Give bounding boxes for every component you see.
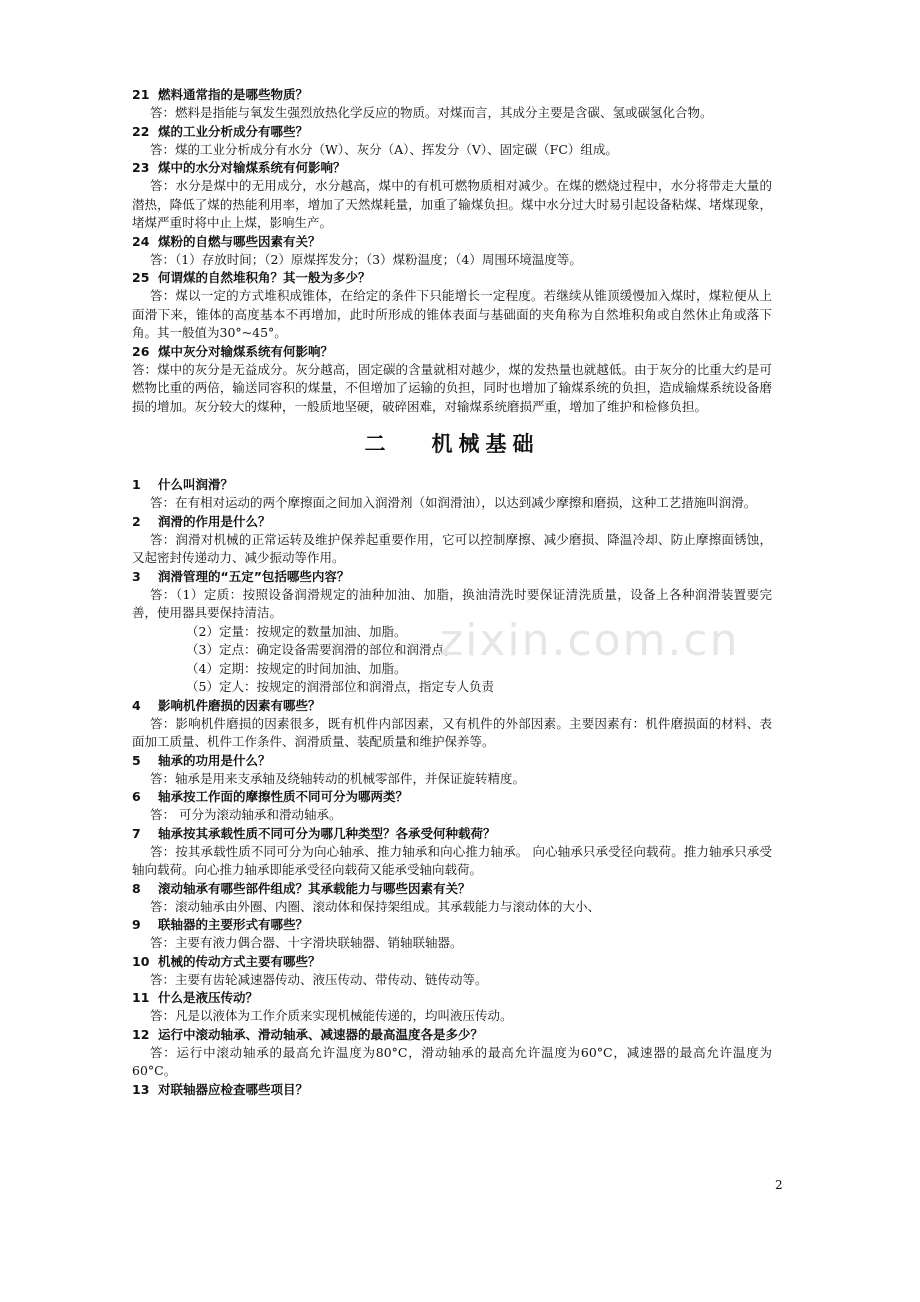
question-text: 润滑管理的“五定”包括哪些内容？ (158, 568, 350, 584)
answer-text: 答：（1）定质：按照设备润滑规定的油种加油、加脂，换油清洗时要保证清洗质量，设备上各种润滑装置要完善，使用器具要保持清洁。 (132, 586, 772, 620)
answer-text: 答：在有相对运动的两个摩擦面之间加入润滑剂（如润滑油），以达到减少摩擦和磨损，这种工艺措施叫润滑。 (150, 495, 757, 510)
question-heading (132, 123, 772, 141)
question-text: 联轴器的主要形式有哪些？ (158, 917, 309, 932)
question-number: 25 (132, 270, 150, 285)
question-number: 9 (132, 917, 141, 932)
answer-text: 答：按其承载性质不同可分为向心轴承、推力轴承和向心推力轴承。 向心轴承只承受径向载荷。推力轴承只承受轴向载荷。向心推力轴承即能承受径向载荷又能承受轴向载荷。 (132, 843, 772, 877)
question-heading (132, 233, 772, 251)
question-number: 4 (132, 697, 141, 713)
question-heading (132, 697, 772, 715)
answer-sub-item: （4）定期：按规定的时间加油、加脂。 (186, 660, 407, 676)
section-heading: 机械基础 (431, 432, 540, 456)
qa-block-fuel (132, 86, 772, 416)
answer-text: 答：滚动轴承由外圈、内圈、滚动体和保持架组成。其承载能力与滚动体的大小、 (150, 898, 601, 914)
question-number: 5 (132, 752, 141, 768)
question-number: 2 (132, 513, 141, 529)
answer-text: 答：主要有齿轮减速器传动、液压传动、带传动、链传动等。 (150, 971, 488, 987)
question-heading (132, 916, 772, 934)
answer-text: 答：（1）存放时间；（2）原煤挥发分；（3）煤粉温度；（4）周围环境温度等。 (150, 251, 582, 267)
question-text: 对联轴器应检查哪些项目？ (158, 1081, 309, 1097)
question-heading (132, 880, 772, 898)
question-number: 22 (132, 123, 150, 139)
question-heading (132, 1026, 772, 1044)
question-number: 24 (132, 233, 150, 249)
question-heading (132, 343, 772, 361)
answer-text: 答：润滑对机械的正常运转及维护保养起重要作用，它可以控制摩擦、减少磨损、降温冷却、防止摩擦面锈蚀，又起密封传递动力、减少振动等作用。 (132, 531, 772, 565)
question-heading (132, 788, 772, 806)
watermark: zixin.com.cn (440, 615, 740, 666)
question-heading (132, 953, 772, 971)
question-heading (132, 1081, 772, 1099)
answer-text: 答：影响机件磨损的因素很多，既有机件内部因素，又有机件的外部因素。主要因素有：机件磨损面的材料、表面加工质量、机件工作条件、润滑质量、装配质量和维护保养等。 (132, 715, 772, 749)
qa-block-mechanical (132, 476, 772, 1099)
question-text: 燃料通常指的是哪些物质？ (158, 87, 309, 102)
answer-text: 答： 可分为滚动轴承和滑动轴承。 (150, 807, 342, 822)
question-text: 什么叫润滑？ (158, 477, 234, 492)
answer-text: 答：轴承是用来支承轴及绕轴转动的机械零部件，并保证旋转精度。 (150, 770, 526, 786)
question-number: 26 (132, 343, 150, 359)
answer-text: 答：运行中滚动轴承的最高允许温度为80°C，滑动轴承的最高允许温度为60°C，减速器的最高允许温度为60°C。 (132, 1044, 772, 1078)
question-number: 12 (132, 1026, 150, 1042)
answer-text: 答：煤中的灰分是无益成分。灰分越高，固定碳的含量就相对越少，煤的发热量也就越低。由于灰分的比重大约是可燃物比重的两倍，输送同容积的煤量，不但增加了运输的负担，同时也增加了输煤系统的负担，造成输煤系统设备磨损的增加。灰分较大的煤种，一般质地坚硬，破碎困难，对输煤系统磨损严重，增加了维护和检修负担。 (132, 361, 772, 414)
question-text: 煤的工业分析成分有哪些？ (158, 123, 309, 139)
answer-text: 答：主要有液力偶合器、十字滑块联轴器、销轴联轴器。 (150, 935, 463, 950)
question-number: 7 (132, 825, 141, 841)
question-text: 煤粉的自燃与哪些因素有关？ (158, 233, 321, 249)
question-text: 轴承按其承载性质不同可分为哪几种类型？各承受何种载荷？ (158, 825, 496, 841)
question-text: 影响机件磨损的因素有哪些？ (158, 697, 321, 713)
answer-text: 答：煤以一定的方式堆积成锥体，在给定的条件下只能增长一定程度。若继续从锥顶缓慢加入煤时，煤粒便从上面滑下来，锥体的高度基本不再增加，此时所形成的锥体表面与基础面的夹角称为自然堆积角或自然休止角或落下角。其一般值为30°~45°。 (132, 288, 772, 340)
answer-sub-item: （2）定量：按规定的数量加油、加脂。 (186, 623, 407, 639)
page-content (132, 86, 772, 1099)
question-heading (132, 752, 772, 770)
section-title (132, 430, 772, 458)
question-heading (132, 269, 772, 287)
question-heading (132, 476, 772, 494)
answer-text: 答：燃料是指能与氧发生强烈放热化学反应的物质。对煤而言，其成分主要是含碳、氢或碳氢化合物。 (150, 105, 713, 120)
section-number: 二 (364, 432, 392, 456)
question-heading (132, 568, 772, 586)
question-text: 机械的传动方式主要有哪些？ (158, 953, 321, 969)
question-text: 滚动轴承有哪些部件组成？其承载能力与哪些因素有关？ (158, 880, 471, 896)
answer-sub-item: （3）定点：确定设备需要润滑的部位和润滑点。 (186, 642, 457, 657)
question-text: 轴承按工作面的摩擦性质不同可分为哪两类？ (158, 789, 409, 804)
page-number: 2 (775, 1178, 783, 1192)
question-number: 10 (132, 953, 150, 969)
question-text: 何谓煤的自然堆积角？其一般为多少？ (158, 270, 371, 285)
question-text: 运行中滚动轴承、滑动轴承、减速器的最高温度各是多少？ (158, 1026, 484, 1042)
question-number: 11 (132, 990, 150, 1005)
question-text: 煤中的水分对输煤系统有何影响？ (158, 160, 346, 175)
question-text: 润滑的作用是什么？ (158, 513, 271, 529)
question-number: 13 (132, 1081, 150, 1097)
answer-text: 答：凡是以液体为工作介质来实现机械能传递的，均叫液压传动。 (150, 1008, 513, 1023)
question-number: 6 (132, 789, 141, 804)
answer-text: 答：煤的工业分析成分有水分（W）、灰分（A）、挥发分（V）、固定碳（FC）组成。 (150, 141, 618, 157)
question-number: 21 (132, 87, 150, 102)
answer-text: 答：水分是煤中的无用成分，水分越高，煤中的有机可燃物质相对减少。在煤的燃烧过程中，水分将带走大量的潜热，降低了煤的热能利用率，增加了天然煤耗量，加重了输煤负担。煤中水分过大时易引起设备粘煤、堵煤现象，堵煤严重时将中止上煤，影响生产。 (132, 178, 772, 230)
question-text: 轴承的功用是什么？ (158, 752, 271, 768)
question-text: 煤中灰分对输煤系统有何影响？ (158, 343, 334, 359)
question-heading (132, 825, 772, 843)
question-heading (132, 86, 772, 104)
question-number: 3 (132, 568, 141, 584)
question-heading (132, 989, 772, 1007)
answer-sub-item: （5）定人：按规定的润滑部位和润滑点，指定专人负责 (186, 679, 494, 694)
question-heading (132, 513, 772, 531)
question-heading (132, 159, 772, 177)
question-text: 什么是液压传动？ (158, 990, 259, 1005)
question-number: 8 (132, 880, 141, 896)
question-number: 1 (132, 477, 141, 492)
question-number: 23 (132, 160, 150, 175)
